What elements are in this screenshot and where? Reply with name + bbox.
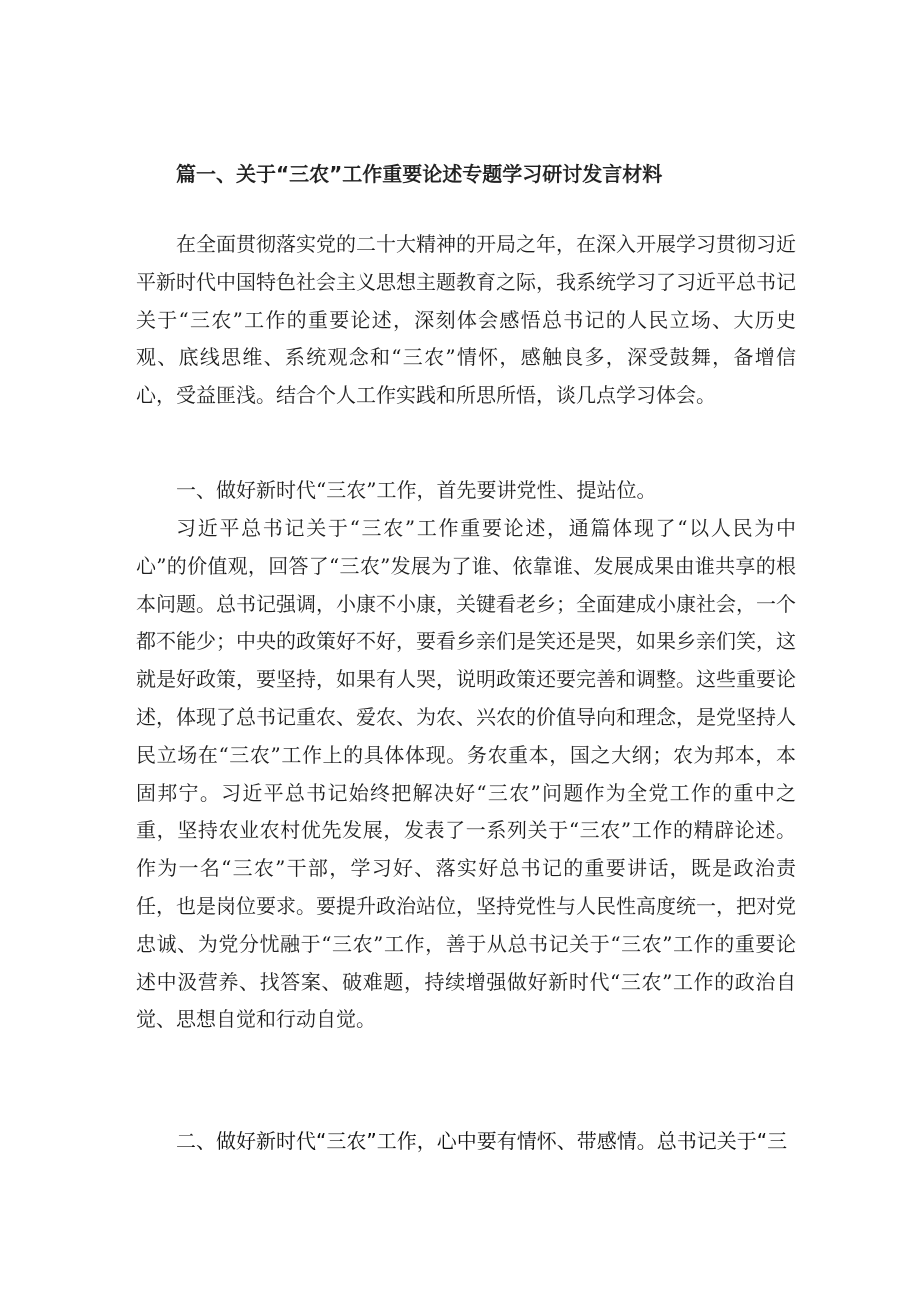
section-two-heading: 二、做好新时代“三农”工作，心中要有情怀、带感情。总书记关于“三 [176,1129,788,1153]
section-one-heading: 一、做好新时代“三农”工作，首先要讲党性、提站位。 [176,478,657,502]
intro-paragraph: 在全面贯彻落实党的二十大精神的开局之年，在深入开展学习贯彻习近平新时代中国特色社会主义思想主题教育之际，我系统学习了习近平总书记关于“三农”工作的重要论述，深刻体会感悟总书记的人民立场、大历史观、底线思维、系统观念和“三农”情怀，感触良多，深受鼓舞，备增信心，受益匪浅。结合个人工作实践和所思所悟，谈几点学习体会。 [136,232,796,408]
section-one-body: 习近平总书记关于“三农”工作重要论述，通篇体现了“以人民为中心”的价值观，回答了“三农”发展为了谁、依靠谁、发展成果由谁共享的根本问题。总书记强调，小康不小康，关键看老乡；全面建成小康社会，一个都不能少；中央的政策好不好，要看乡亲们是笑还是哭，如果乡亲们笑，这就是好政策，要坚持，如果有人哭，说明政策还要完善和调整。这些重要论述，体现了总书记重农、爱农、为农、兴农的价值导向和理念，是党坚持人民立场在“三农”工作上的具体体现。务农重本，国之大纲；农为邦本，本固邦宁。习近平总书记始终把解决好“三农”问题作为全党工作的重中之重，坚持农业农村优先发展，发表了一系列关于“三农”工作的精辟论述。作为一名“三农”干部，学习好、落实好总书记的重要讲话，既是政治责任，也是岗位要求。要提升政治站位，坚持党性与人民性高度统一，把对党忠诚、为党分忧融于“三农”工作，善于从总书记关于“三农”工作的重要论述中汲营养、找答案、破难题，持续增强做好新时代“三农”工作的政治自觉、思想自觉和行动自觉。 [136,516,796,1032]
document-title: 篇一、关于“三农”工作重要论述专题学习研讨发言材料 [176,162,663,186]
